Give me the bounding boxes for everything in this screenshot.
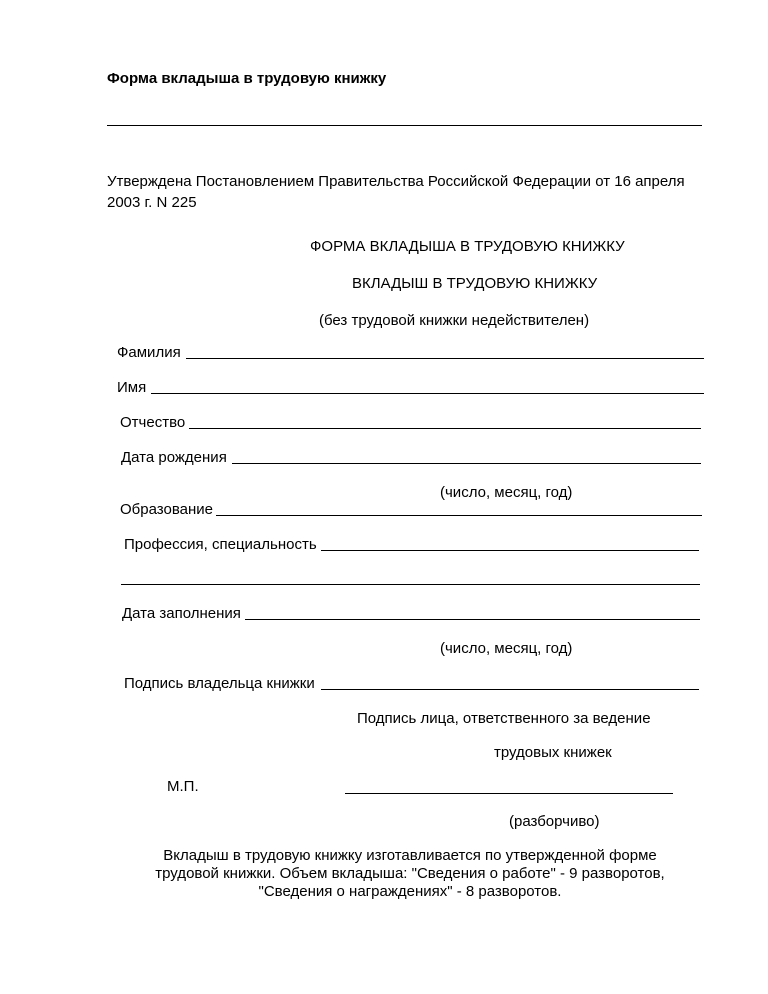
fill-date-label: Дата заполнения — [122, 605, 241, 622]
name-label: Имя — [117, 379, 147, 396]
profession-label: Профессия, специальность — [124, 536, 317, 553]
document-title: Форма вкладыша в трудовую книжку — [107, 70, 387, 87]
profession-field[interactable] — [321, 550, 699, 551]
profession-field-continuation[interactable] — [121, 584, 700, 585]
birth-date-hint: (число, месяц, год) — [440, 484, 573, 501]
title-divider — [107, 125, 702, 126]
validity-note: (без трудовой книжки недействителен) — [319, 312, 590, 329]
responsible-person-label: Подпись лица, ответственного за ведение — [357, 710, 651, 727]
responsible-person-label-cont: трудовых книжек — [494, 744, 612, 761]
legible-hint: (разборчиво) — [509, 813, 600, 830]
owner-signature-field[interactable] — [321, 689, 699, 690]
birth-date-label: Дата рождения — [121, 449, 227, 466]
approval-statement: Утверждена Постановлением Правительства Российской Федерации от 16 апреля 2003 г. N 225 — [107, 173, 685, 211]
footer-note: Вкладыш в трудовую книжку изготавливается по утвержденной форме трудовой книжки. Объем вкладыша: "Сведения о работе" - 9 разворотов, "Сведения о награждениях" - 8 разворотов. — [155, 847, 665, 900]
fill-date-hint: (число, месяц, год) — [440, 640, 573, 657]
responsible-signature-field[interactable] — [345, 793, 673, 794]
fill-date-field[interactable] — [245, 619, 700, 620]
owner-signature-label: Подпись владельца книжки — [124, 675, 315, 692]
patronymic-field[interactable] — [189, 428, 701, 429]
education-field[interactable] — [216, 515, 702, 516]
surname-field[interactable] — [186, 358, 704, 359]
form-heading: ФОРМА ВКЛАДЫША В ТРУДОВУЮ КНИЖКУ — [310, 238, 625, 255]
education-label: Образование — [120, 501, 213, 518]
form-subheading: ВКЛАДЫШ В ТРУДОВУЮ КНИЖКУ — [352, 275, 598, 292]
patronymic-label: Отчество — [120, 414, 186, 431]
birth-date-field[interactable] — [232, 463, 701, 464]
surname-label: Фамилия — [117, 344, 181, 361]
name-field[interactable] — [151, 393, 704, 394]
seal-label: М.П. — [167, 778, 199, 795]
